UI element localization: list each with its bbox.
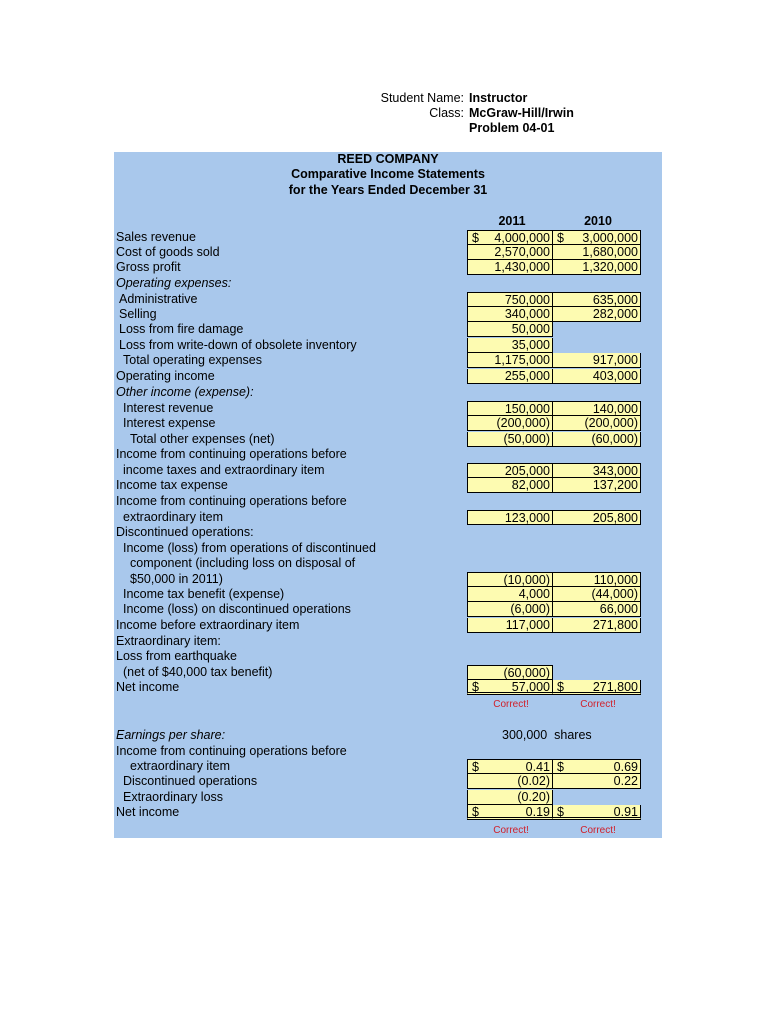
year-2010-header: 2010 bbox=[584, 214, 612, 228]
cell-2011[interactable]: (0.02) bbox=[467, 774, 553, 789]
row-label: Selling bbox=[119, 307, 157, 321]
cell-2010[interactable]: (200,000) bbox=[553, 416, 641, 431]
value: 3,000,000 bbox=[582, 231, 638, 245]
cell-2011[interactable]: 255,000 bbox=[467, 369, 553, 384]
row-label: Income (loss) from operations of discontinued bbox=[123, 541, 376, 555]
dollar-sign: $ bbox=[557, 231, 564, 245]
row-gross-profit bbox=[114, 260, 662, 275]
cell-2011[interactable]: 2,570,000 bbox=[467, 245, 553, 260]
row-total-other-expenses bbox=[114, 432, 662, 447]
row-label: Other income (expense): bbox=[116, 385, 254, 399]
dollar-sign: $ bbox=[557, 680, 564, 694]
cell-2011[interactable] bbox=[467, 759, 553, 774]
cell-2010[interactable]: 205,800 bbox=[553, 510, 641, 525]
statement-title: Comparative Income Statements bbox=[291, 167, 485, 181]
row-label: Discontinued operations: bbox=[116, 525, 254, 539]
cell-2011[interactable]: 150,000 bbox=[467, 401, 553, 416]
cell-2011[interactable] bbox=[467, 805, 553, 820]
row-label: Income tax expense bbox=[116, 478, 228, 492]
row-label: Loss from earthquake bbox=[116, 649, 237, 663]
cell-2010[interactable] bbox=[553, 230, 641, 245]
row-label: Extraordinary item: bbox=[116, 634, 221, 648]
dollar-sign: $ bbox=[472, 231, 479, 245]
check-correct-2010: Correct! bbox=[580, 699, 616, 710]
row-label: Income (loss) on discontinued operations bbox=[123, 602, 351, 616]
row-label: Extraordinary loss bbox=[123, 790, 224, 804]
check-correct-eps-2010: Correct! bbox=[580, 825, 616, 836]
row-cogs bbox=[114, 245, 662, 260]
income-statement-sheet bbox=[114, 152, 662, 838]
row-label: Total other expenses (net) bbox=[130, 432, 275, 446]
cell-2011[interactable]: 750,000 bbox=[467, 292, 553, 307]
row-administrative bbox=[114, 292, 662, 307]
value: 0.19 bbox=[525, 805, 550, 819]
cell-2011[interactable]: (0.20) bbox=[467, 790, 553, 805]
row-label: component (including loss on disposal of bbox=[130, 556, 356, 570]
student-name-value: Instructor bbox=[469, 91, 528, 105]
cell-2011[interactable] bbox=[467, 230, 553, 245]
row-label: Income from continuing operations before bbox=[116, 494, 347, 508]
value: 0.69 bbox=[613, 760, 638, 774]
value: 0.41 bbox=[525, 760, 550, 774]
row-earthquake-line1 bbox=[114, 649, 662, 664]
cell-2011[interactable]: 4,000 bbox=[467, 587, 553, 602]
cell-2011[interactable]: 82,000 bbox=[467, 478, 553, 493]
row-label: $50,000 in 2011) bbox=[130, 572, 223, 586]
cell-2010[interactable]: (44,000) bbox=[553, 587, 641, 602]
row-label: Loss from write-down of obsolete inventory bbox=[119, 338, 357, 352]
row-label: (net of $40,000 tax benefit) bbox=[123, 665, 273, 679]
row-label: extraordinary item bbox=[123, 510, 224, 524]
row-eps-net-income bbox=[114, 805, 662, 820]
dollar-sign: $ bbox=[472, 680, 479, 694]
row-selling bbox=[114, 307, 662, 322]
cell-2011[interactable]: (10,000) bbox=[467, 572, 553, 587]
cell-2011[interactable]: 117,000 bbox=[467, 618, 553, 633]
cell-2010[interactable]: 282,000 bbox=[553, 307, 641, 322]
value: 57,000 bbox=[511, 680, 550, 694]
cell-2011[interactable]: 1,175,000 bbox=[467, 353, 553, 368]
row-label: Income from continuing operations before bbox=[116, 744, 347, 758]
row-discontinued-tax bbox=[114, 587, 662, 602]
dollar-sign: $ bbox=[557, 805, 564, 819]
cell-2010[interactable]: 343,000 bbox=[553, 463, 641, 478]
value: 0.91 bbox=[613, 805, 638, 819]
row-sales-revenue bbox=[114, 230, 662, 245]
row-earthquake-loss bbox=[114, 665, 662, 680]
cell-2010[interactable]: 0.22 bbox=[553, 774, 641, 789]
problem-number: Problem 04-01 bbox=[469, 121, 555, 135]
cell-2010[interactable]: 140,000 bbox=[553, 401, 641, 416]
shares-label: shares bbox=[554, 728, 592, 742]
shares-value: 300,000 bbox=[502, 728, 548, 742]
year-2011-header: 2011 bbox=[498, 214, 526, 228]
row-label: Operating expenses: bbox=[116, 276, 232, 290]
cell-2011[interactable]: (50,000) bbox=[467, 432, 553, 447]
row-label: Interest revenue bbox=[123, 401, 214, 415]
row-label: extraordinary item bbox=[130, 759, 231, 773]
row-interest-revenue bbox=[114, 401, 662, 416]
row-inventory-writedown bbox=[114, 338, 662, 353]
cell-2010[interactable]: 917,000 bbox=[553, 353, 641, 368]
class-value: McGraw-Hill/Irwin bbox=[469, 106, 574, 120]
statement-period: for the Years Ended December 31 bbox=[288, 183, 488, 197]
row-label: income taxes and extraordinary item bbox=[123, 463, 325, 477]
row-income-before-extraordinary bbox=[114, 618, 662, 633]
row-label: Discontinued operations bbox=[123, 774, 258, 788]
row-income-before-extraordinary-line1 bbox=[114, 494, 662, 509]
row-eps-extraordinary bbox=[114, 790, 662, 805]
cell-2011[interactable]: 205,000 bbox=[467, 463, 553, 478]
row-label: Earnings per share: bbox=[116, 728, 226, 742]
cell-2010[interactable] bbox=[553, 759, 641, 774]
row-operating-income bbox=[114, 369, 662, 384]
cell-2011[interactable]: (60,000) bbox=[467, 665, 553, 680]
row-label: Operating income bbox=[116, 369, 215, 383]
row-label: Cost of goods sold bbox=[116, 245, 220, 259]
cell-2010[interactable]: 66,000 bbox=[553, 602, 641, 617]
row-label: Net income bbox=[116, 680, 180, 694]
row-other-income-header bbox=[114, 385, 662, 400]
row-eps-discontinued bbox=[114, 774, 662, 789]
row-operating-expenses-header bbox=[114, 276, 662, 291]
row-income-tax-expense bbox=[114, 478, 662, 493]
row-discontinued-operations-income bbox=[114, 572, 662, 587]
cell-2011[interactable]: (200,000) bbox=[467, 416, 553, 431]
row-label: Loss from fire damage bbox=[119, 322, 244, 336]
cell-2011[interactable]: 1,430,000 bbox=[467, 260, 553, 275]
row-income-before-taxes bbox=[114, 463, 662, 478]
row-label: Interest expense bbox=[123, 416, 216, 430]
row-extraordinary-header bbox=[114, 634, 662, 649]
row-label: Income tax benefit (expense) bbox=[123, 587, 285, 601]
row-label: Net income bbox=[116, 805, 180, 819]
row-fire-damage bbox=[114, 322, 662, 337]
row-label: Total operating expenses bbox=[123, 353, 262, 367]
cell-2011[interactable]: 340,000 bbox=[467, 307, 553, 322]
cell-2010[interactable] bbox=[553, 805, 641, 820]
row-discontinued-line1 bbox=[114, 541, 662, 556]
dollar-sign: $ bbox=[472, 805, 479, 819]
cell-2011[interactable]: 35,000 bbox=[467, 338, 553, 353]
dollar-sign: $ bbox=[557, 760, 564, 774]
row-income-before-taxes-line1 bbox=[114, 447, 662, 462]
cell-2010[interactable] bbox=[553, 680, 641, 695]
row-label: Administrative bbox=[119, 292, 198, 306]
row-label: Income before extraordinary item bbox=[116, 618, 300, 632]
row-total-operating-expenses bbox=[114, 353, 662, 368]
shares-outstanding bbox=[502, 728, 592, 742]
student-name-label: Student Name: bbox=[380, 91, 464, 105]
company-name: REED COMPANY bbox=[337, 152, 439, 166]
cell-2010[interactable]: (60,000) bbox=[553, 432, 641, 447]
row-discontinued-header bbox=[114, 525, 662, 540]
row-discontinued-line2 bbox=[114, 556, 662, 571]
row-eps-continuing-line1 bbox=[114, 744, 662, 759]
value: 4,000,000 bbox=[494, 231, 550, 245]
row-eps-continuing bbox=[114, 759, 662, 774]
check-correct-2011: Correct! bbox=[493, 699, 529, 710]
dollar-sign: $ bbox=[472, 760, 479, 774]
row-discontinued-net bbox=[114, 602, 662, 617]
cell-2011[interactable]: 50,000 bbox=[467, 322, 553, 337]
cell-2010[interactable]: 1,320,000 bbox=[553, 260, 641, 275]
cell-2011[interactable]: (6,000) bbox=[467, 602, 553, 617]
row-label: Sales revenue bbox=[116, 230, 196, 244]
cell-2010[interactable]: 271,800 bbox=[553, 618, 641, 633]
cell-2010[interactable]: 1,680,000 bbox=[553, 245, 641, 260]
cell-2010[interactable]: 635,000 bbox=[553, 292, 641, 307]
row-label: Income from continuing operations before bbox=[116, 447, 347, 461]
cell-2011[interactable] bbox=[467, 680, 553, 695]
row-income-continuing-ops bbox=[114, 510, 662, 525]
check-correct-eps-2011: Correct! bbox=[493, 825, 529, 836]
row-interest-expense bbox=[114, 416, 662, 431]
cell-2011[interactable]: 123,000 bbox=[467, 510, 553, 525]
row-net-income bbox=[114, 680, 662, 695]
cell-2010[interactable]: 110,000 bbox=[553, 572, 641, 587]
cell-2010[interactable]: 137,200 bbox=[553, 478, 641, 493]
class-label: Class: bbox=[429, 106, 464, 120]
cell-2010[interactable]: 403,000 bbox=[553, 369, 641, 384]
row-label: Gross profit bbox=[116, 260, 181, 274]
value: 271,800 bbox=[592, 680, 638, 694]
